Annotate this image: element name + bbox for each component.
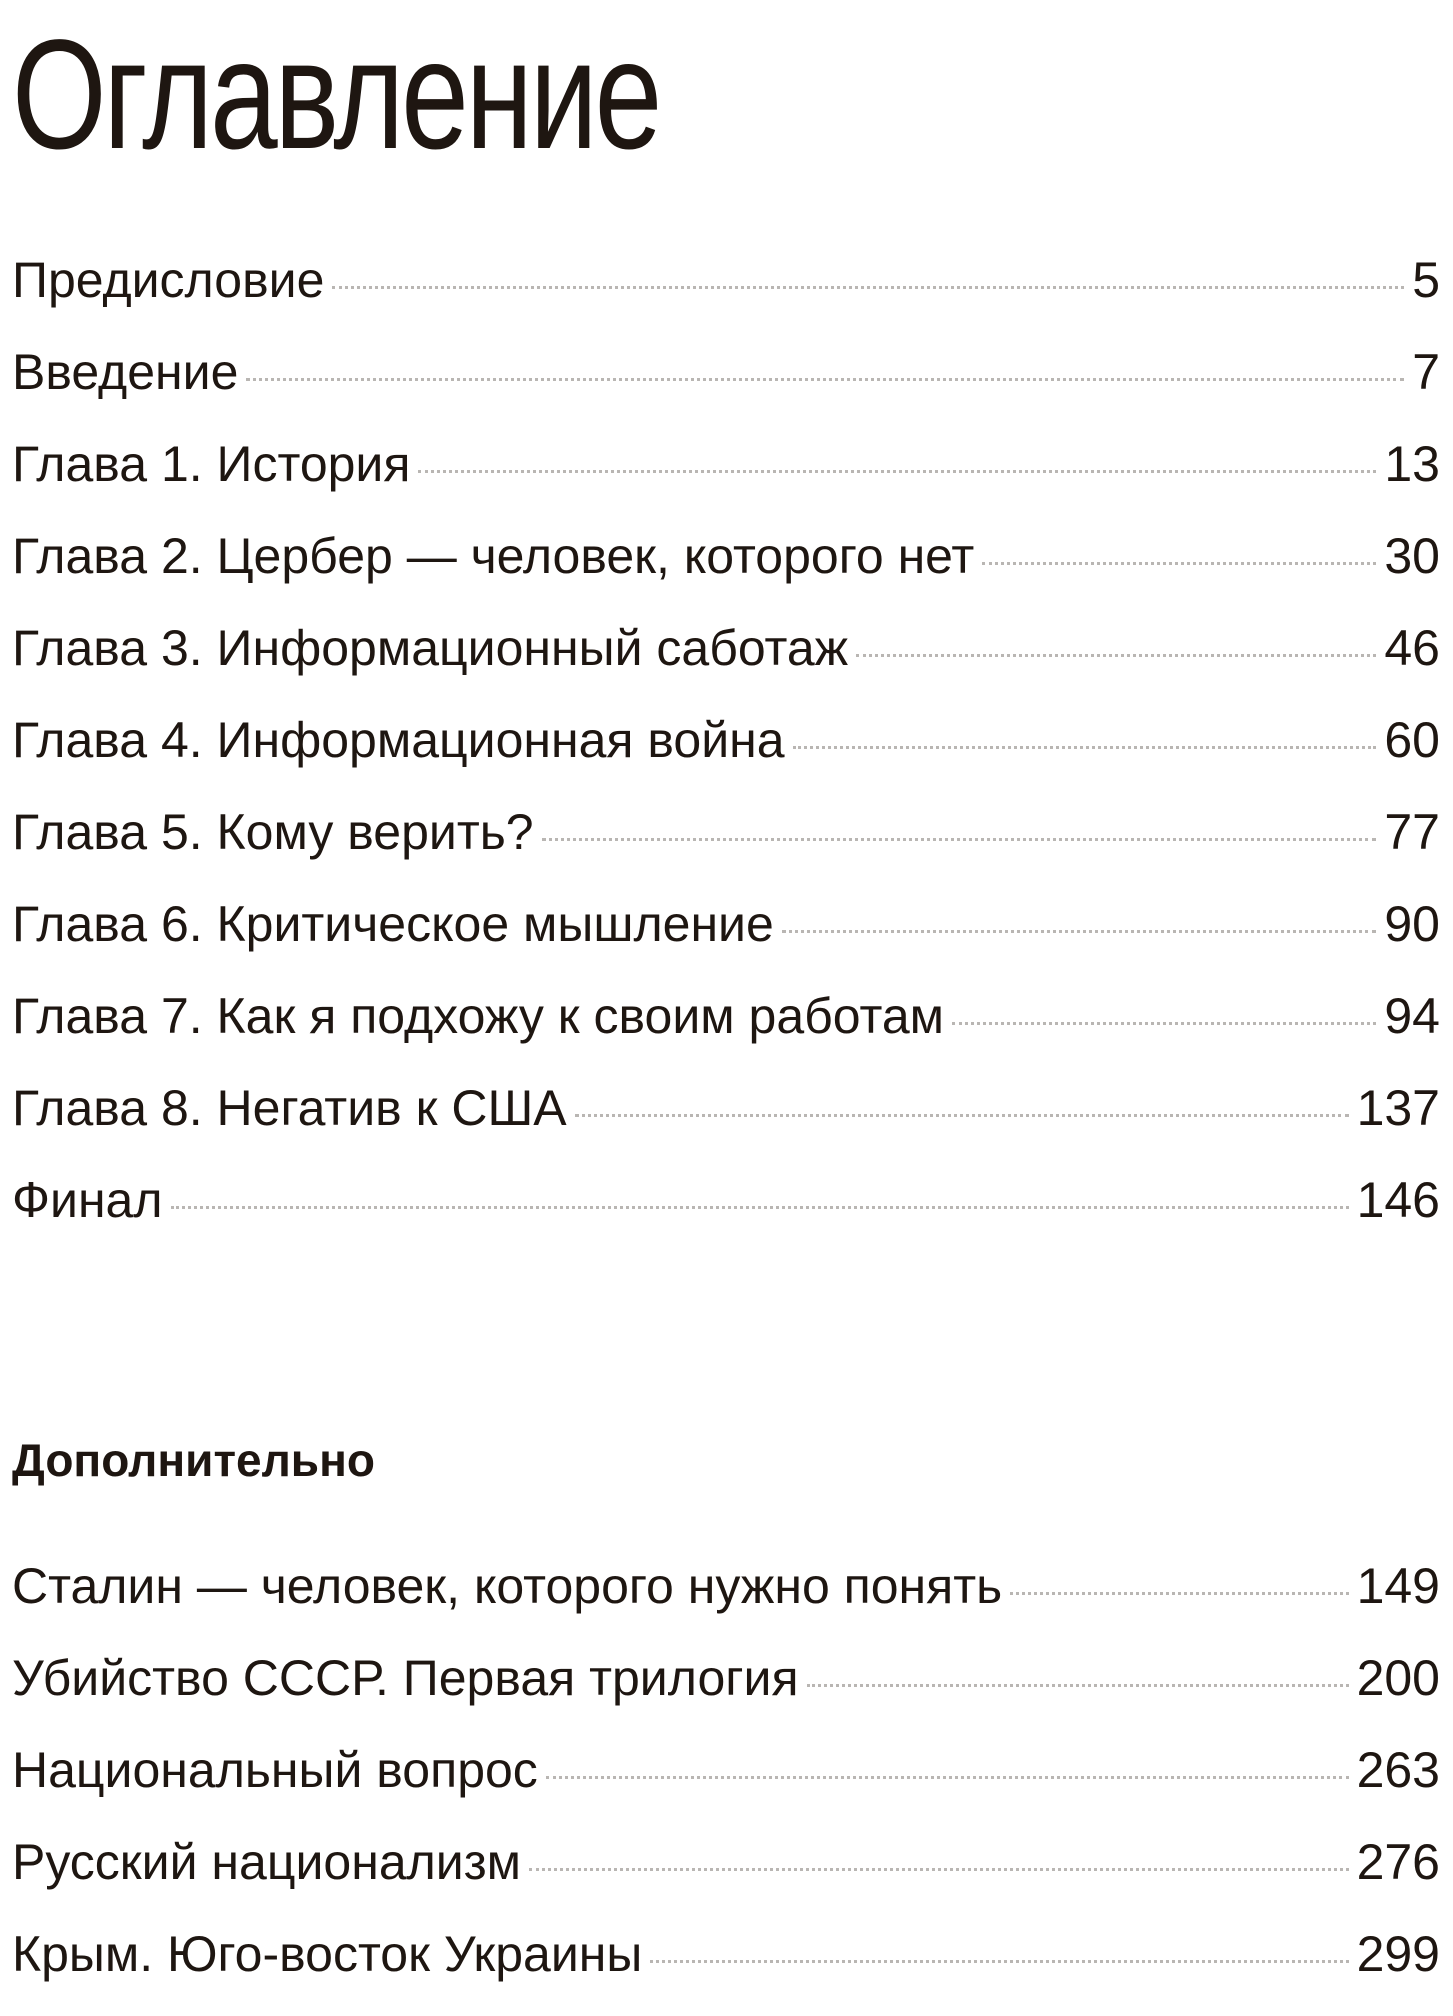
toc-entry[interactable] bbox=[12, 1648, 1440, 1740]
toc-entry[interactable] bbox=[12, 342, 1440, 434]
toc-entry[interactable] bbox=[12, 802, 1440, 894]
toc-entry-page: 30 bbox=[1384, 528, 1440, 584]
toc-entry-label: Глава 7. Как я подхожу к своим работам bbox=[12, 988, 945, 1044]
contents-list bbox=[12, 250, 1440, 1262]
toc-entry[interactable] bbox=[12, 250, 1440, 342]
dot-leader bbox=[418, 470, 1376, 473]
dot-leader bbox=[171, 1206, 1349, 1209]
toc-entry[interactable] bbox=[12, 618, 1440, 710]
toc-entry-page: 137 bbox=[1356, 1080, 1440, 1136]
toc-entry[interactable] bbox=[12, 986, 1440, 1078]
toc-entry-label: Введение bbox=[12, 344, 239, 400]
toc-entry-label: Предисловие bbox=[12, 252, 325, 308]
dot-leader bbox=[246, 378, 1404, 381]
toc-entry-page: 60 bbox=[1384, 712, 1440, 768]
dot-leader bbox=[952, 1022, 1376, 1025]
dot-leader bbox=[982, 562, 1376, 565]
section-heading-additional: Дополнительно bbox=[12, 1434, 375, 1486]
toc-entry-label: Глава 6. Критическое мышление bbox=[12, 896, 774, 952]
dot-leader bbox=[782, 930, 1377, 933]
toc-entry-page: 149 bbox=[1356, 1558, 1440, 1614]
dot-leader bbox=[856, 654, 1376, 657]
additional-list bbox=[12, 1556, 1440, 2016]
dot-leader bbox=[650, 1960, 1348, 1963]
toc-entry-page: 90 bbox=[1384, 896, 1440, 952]
dot-leader bbox=[575, 1114, 1349, 1117]
toc-entry[interactable] bbox=[12, 894, 1440, 986]
toc-entry[interactable] bbox=[12, 1556, 1440, 1648]
toc-entry-page: 77 bbox=[1384, 804, 1440, 860]
toc-entry-page: 276 bbox=[1356, 1834, 1440, 1890]
toc-entry[interactable] bbox=[12, 1078, 1440, 1170]
toc-entry-page: 13 bbox=[1384, 436, 1440, 492]
dot-leader bbox=[546, 1776, 1349, 1779]
toc-entry-label: Убийство СССР. Первая трилогия bbox=[12, 1650, 799, 1706]
toc-entry[interactable] bbox=[12, 1740, 1440, 1832]
toc-entry-label: Глава 8. Негатив к США bbox=[12, 1080, 567, 1136]
toc-entry-page: 200 bbox=[1356, 1650, 1440, 1706]
dot-leader bbox=[807, 1684, 1349, 1687]
dot-leader bbox=[793, 746, 1377, 749]
dot-leader bbox=[529, 1868, 1349, 1871]
toc-entry-page: 7 bbox=[1412, 344, 1440, 400]
toc-entry-page: 146 bbox=[1356, 1172, 1440, 1228]
toc-entry-label: Глава 3. Информационный саботаж bbox=[12, 620, 849, 676]
toc-entry[interactable] bbox=[12, 1832, 1440, 1924]
toc-entry-label: Финал bbox=[12, 1172, 163, 1228]
dot-leader bbox=[332, 286, 1404, 289]
toc-entry-label: Крым. Юго-восток Украины bbox=[12, 1926, 643, 1982]
toc-entry-page: 299 bbox=[1356, 1926, 1440, 1982]
toc-entry-label: Глава 1. История bbox=[12, 436, 411, 492]
toc-entry[interactable] bbox=[12, 434, 1440, 526]
toc-entry-label: Глава 5. Кому верить? bbox=[12, 804, 534, 860]
toc-entry-page: 94 bbox=[1384, 988, 1440, 1044]
toc-entry-label: Национальный вопрос bbox=[12, 1742, 538, 1798]
toc-page bbox=[12, 0, 1440, 2000]
page-title: Оглавление bbox=[12, 8, 660, 182]
toc-entry-page: 5 bbox=[1412, 252, 1440, 308]
toc-entry[interactable] bbox=[12, 1924, 1440, 2016]
toc-entry[interactable] bbox=[12, 1170, 1440, 1262]
toc-entry-label: Глава 2. Цербер — человек, которого нет bbox=[12, 528, 975, 584]
dot-leader bbox=[542, 838, 1377, 841]
toc-entry-label: Глава 4. Информационная война bbox=[12, 712, 785, 768]
toc-entry-page: 46 bbox=[1384, 620, 1440, 676]
toc-entry[interactable] bbox=[12, 526, 1440, 618]
dot-leader bbox=[1010, 1592, 1348, 1595]
toc-entry-page: 263 bbox=[1356, 1742, 1440, 1798]
toc-entry-label: Сталин — человек, которого нужно понять bbox=[12, 1558, 1003, 1614]
toc-entry[interactable] bbox=[12, 710, 1440, 802]
toc-entry-label: Русский национализм bbox=[12, 1834, 522, 1890]
